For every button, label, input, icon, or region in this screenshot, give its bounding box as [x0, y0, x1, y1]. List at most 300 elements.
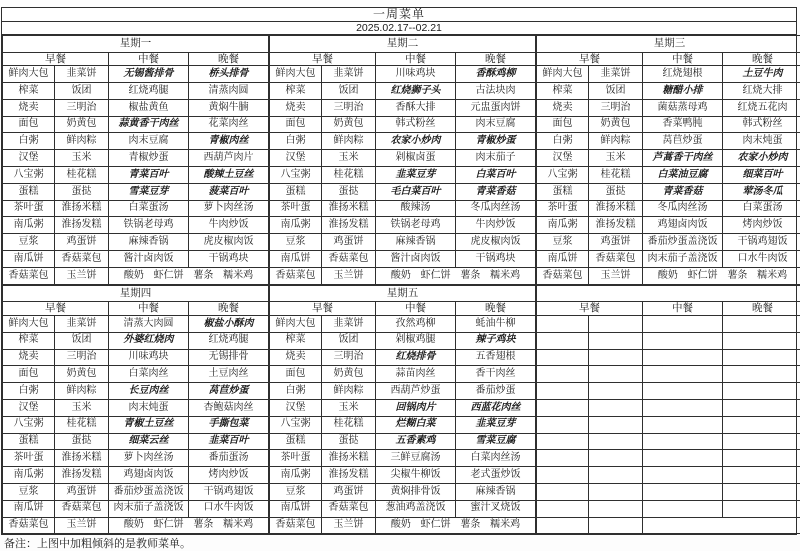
breakfast-header: 早餐: [3, 52, 109, 66]
breakfast-item-cell: 南瓜饼: [270, 251, 322, 268]
lunch-item-cell: [643, 433, 723, 450]
dinner-item-cell: 白菜蛋汤: [723, 200, 800, 217]
breakfast-item-cell: [589, 416, 643, 433]
lunch-header: 中餐: [109, 302, 189, 316]
lunch-item-cell: 清蒸大肉圆: [109, 315, 189, 332]
breakfast-item-cell: 榨菜: [3, 332, 55, 349]
lunch-item-cell: 红烧翅根: [643, 66, 723, 83]
breakfast-item-cell: 榨菜: [270, 83, 322, 100]
lunch-item-cell: 白菜油豆腐: [643, 167, 723, 184]
breakfast-item-cell: 八宝粥: [270, 416, 322, 433]
lunch-item-cell: 铁锅老母鸡: [109, 217, 189, 234]
breakfast-item-cell: 鲜肉粽: [322, 383, 376, 400]
breakfast-item-cell: 白粥: [270, 133, 322, 150]
lunch-item-cell: 尖椒牛柳饭: [376, 467, 456, 484]
breakfast-item-cell: 玉兰饼: [589, 267, 643, 284]
lunch-item-cell: 麻辣香锅: [376, 234, 456, 251]
dessert-shared-cell: 酸奶 虾仁饼 薯条 糯米鸡: [109, 517, 269, 534]
breakfast-item-cell: [589, 349, 643, 366]
breakfast-item-cell: 玉米: [322, 399, 376, 416]
breakfast-item-cell: 白粥: [3, 133, 55, 150]
dinner-item-cell: [723, 383, 800, 400]
lunch-item-cell: [643, 383, 723, 400]
breakfast-item-cell: 面包: [537, 116, 589, 133]
lunch-item-cell: 烂糊白菜: [376, 416, 456, 433]
lunch-item-cell: 青椒炒蛋: [109, 150, 189, 167]
dinner-item-cell: 口水牛肉饭: [723, 251, 800, 268]
lunch-item-cell: [643, 349, 723, 366]
breakfast-item-cell: 淮扬发糕: [322, 217, 376, 234]
note-text: 备注：上图中加粗倾斜的是教师菜单。: [0, 535, 800, 551]
lunch-item-cell: 川味鸡块: [109, 349, 189, 366]
week-top-half: [2, 35, 796, 285]
breakfast-item-cell: 饭团: [55, 332, 109, 349]
breakfast-item-cell: 蛋糕: [537, 183, 589, 200]
breakfast-item-cell: [537, 450, 589, 467]
lunch-item-cell: 鸡翅卤肉饭: [643, 217, 723, 234]
breakfast-item-cell: 玉米: [55, 150, 109, 167]
breakfast-item-cell: 榨菜: [537, 83, 589, 100]
lunch-item-cell: 麻辣香锅: [109, 234, 189, 251]
lunch-item-cell: 白菜肉丝: [109, 366, 189, 383]
dinner-item-cell: [723, 433, 800, 450]
breakfast-item-cell: 蛋挞: [55, 433, 109, 450]
dinner-item-cell: 干锅鸡翅饭: [189, 483, 269, 500]
breakfast-item-cell: 烧卖: [3, 349, 55, 366]
breakfast-item-cell: 香菇菜包: [55, 500, 109, 517]
breakfast-item-cell: 蛋挞: [322, 433, 376, 450]
breakfast-header: 早餐: [3, 302, 109, 316]
lunch-item-cell: [643, 416, 723, 433]
breakfast-item-cell: 奶黄包: [55, 366, 109, 383]
breakfast-header: 早餐: [270, 52, 376, 66]
breakfast-item-cell: [537, 349, 589, 366]
breakfast-item-cell: 烧卖: [270, 349, 322, 366]
breakfast-item-cell: [589, 366, 643, 383]
breakfast-item-cell: 桂花糕: [589, 167, 643, 184]
day-name: [537, 285, 800, 302]
dinner-item-cell: 番茄炒蛋: [456, 383, 536, 400]
breakfast-item-cell: 三明治: [55, 99, 109, 116]
breakfast-item-cell: 鲜肉大包: [3, 66, 55, 83]
breakfast-item-cell: 鸡蛋饼: [55, 234, 109, 251]
lunch-item-cell: 红烧鸡腿: [109, 83, 189, 100]
breakfast-item-cell: 三明治: [322, 99, 376, 116]
breakfast-item-cell: 白粥: [3, 383, 55, 400]
lunch-item-cell: 长豆肉丝: [109, 383, 189, 400]
breakfast-item-cell: 韭菜饼: [589, 66, 643, 83]
lunch-item-cell: 农家小炒肉: [376, 133, 456, 150]
breakfast-item-cell: 烧卖: [537, 99, 589, 116]
dinner-item-cell: 青椒炒蛋: [456, 133, 536, 150]
breakfast-item-cell: [537, 383, 589, 400]
breakfast-item-cell: [589, 399, 643, 416]
breakfast-item-cell: 奶黄包: [589, 116, 643, 133]
breakfast-header: 早餐: [537, 302, 643, 316]
dinner-item-cell: [723, 332, 800, 349]
lunch-item-cell: 菌菇蒸母鸡: [643, 99, 723, 116]
breakfast-item-cell: 南瓜饼: [3, 251, 55, 268]
dinner-item-cell: [723, 483, 800, 500]
breakfast-item-cell: 南瓜饼: [3, 500, 55, 517]
breakfast-item-cell: 韭菜饼: [322, 315, 376, 332]
lunch-header: 中餐: [376, 52, 456, 66]
breakfast-item-cell: 蛋糕: [3, 183, 55, 200]
dinner-item-cell: [723, 467, 800, 484]
lunch-item-cell: 萝卜肉丝汤: [109, 450, 189, 467]
dinner-item-cell: 虎皮椒肉饭: [189, 234, 269, 251]
breakfast-item-cell: 豆浆: [270, 483, 322, 500]
breakfast-item-cell: 鸡蛋饼: [589, 234, 643, 251]
breakfast-item-cell: [589, 450, 643, 467]
dinner-item-cell: 白菜百叶: [456, 167, 536, 184]
dinner-item-cell: [723, 399, 800, 416]
breakfast-item-cell: 南瓜粥: [3, 217, 55, 234]
breakfast-item-cell: 饭团: [322, 332, 376, 349]
breakfast-item-cell: 香菇菜包: [3, 267, 55, 284]
dinner-item-cell: 桥头排骨: [189, 66, 269, 83]
lunch-item-cell: 黄焖排骨饭: [376, 483, 456, 500]
dinner-item-cell: 菠菜百叶: [189, 183, 269, 200]
breakfast-item-cell: 桂花糕: [322, 416, 376, 433]
lunch-item-cell: [643, 399, 723, 416]
lunch-item-cell: 细菜云丝: [109, 433, 189, 450]
dinner-item-cell: 蚝油牛柳: [456, 315, 536, 332]
lunch-item-cell: 鸡翅卤肉饭: [109, 467, 189, 484]
lunch-item-cell: 青菜香菇: [643, 183, 723, 200]
dinner-item-cell: 红烧鸡腿: [189, 332, 269, 349]
weekly-menu-table: [1, 7, 797, 535]
breakfast-item-cell: [537, 517, 589, 534]
breakfast-item-cell: 汉堡: [270, 150, 322, 167]
lunch-item-cell: 酱汁卤肉饭: [109, 251, 189, 268]
dinner-item-cell: 萝卜肉丝汤: [189, 200, 269, 217]
dinner-item-cell: 蜜汁叉烧饭: [456, 500, 536, 517]
dinner-item-cell: 雪菜豆腐: [456, 433, 536, 450]
dinner-item-cell: 土豆肉丝: [189, 366, 269, 383]
dessert-shared-cell: 酸奶 虾仁饼 薯条 糯米鸡: [643, 267, 800, 284]
dinner-item-cell: 荤汤冬瓜: [723, 183, 800, 200]
lunch-item-cell: 糖醋小排: [643, 83, 723, 100]
breakfast-item-cell: [589, 383, 643, 400]
lunch-item-cell: 回锅肉片: [376, 399, 456, 416]
breakfast-item-cell: 淮扬米糕: [55, 200, 109, 217]
lunch-item-cell: 莴苣炒蛋: [643, 133, 723, 150]
breakfast-item-cell: 茶叶蛋: [270, 450, 322, 467]
dinner-item-cell: 红烧五花肉: [723, 99, 800, 116]
breakfast-item-cell: [537, 332, 589, 349]
lunch-item-cell: [643, 315, 723, 332]
breakfast-item-cell: 茶叶蛋: [3, 450, 55, 467]
dinner-item-cell: 花菜肉丝: [189, 116, 269, 133]
lunch-item-cell: 肉末茄子盖浇饭: [643, 251, 723, 268]
breakfast-item-cell: 玉兰饼: [322, 267, 376, 284]
lunch-item-cell: [643, 467, 723, 484]
lunch-item-cell: 番茄炒蛋盖浇饭: [109, 483, 189, 500]
dinner-item-cell: 干锅鸡翅饭: [723, 234, 800, 251]
breakfast-item-cell: 鸡蛋饼: [55, 483, 109, 500]
dinner-item-cell: 西葫芦肉片: [189, 150, 269, 167]
breakfast-item-cell: 三明治: [589, 99, 643, 116]
dinner-item-cell: 农家小炒肉: [723, 150, 800, 167]
breakfast-item-cell: [589, 483, 643, 500]
dinner-item-cell: 韩式粉丝: [723, 116, 800, 133]
breakfast-item-cell: 香菇菜包: [270, 267, 322, 284]
dinner-item-cell: 莴苣炒蛋: [189, 383, 269, 400]
dinner-item-cell: 烤肉炒饭: [723, 217, 800, 234]
day-block-星期一: [2, 35, 269, 285]
breakfast-item-cell: 玉兰饼: [322, 517, 376, 534]
dinner-item-cell: 酸辣土豆丝: [189, 167, 269, 184]
day-name: 星期一: [3, 36, 269, 53]
dinner-header: 晚餐: [189, 52, 269, 66]
lunch-item-cell: [643, 332, 723, 349]
lunch-item-cell: 毛白菜百叶: [376, 183, 456, 200]
breakfast-item-cell: 香菇菜包: [270, 517, 322, 534]
breakfast-item-cell: 韭菜饼: [322, 66, 376, 83]
breakfast-item-cell: 白粥: [270, 383, 322, 400]
dinner-item-cell: 五香翅根: [456, 349, 536, 366]
breakfast-item-cell: 豆浆: [3, 234, 55, 251]
dinner-item-cell: 细菜百叶: [723, 167, 800, 184]
lunch-item-cell: 香菜鸭肫: [643, 116, 723, 133]
lunch-item-cell: 五香素鸡: [376, 433, 456, 450]
dinner-item-cell: 肉末豆腐: [456, 116, 536, 133]
breakfast-item-cell: 榨菜: [270, 332, 322, 349]
date-range: 2025.02.17--02.21: [2, 22, 796, 35]
breakfast-item-cell: 茶叶蛋: [270, 200, 322, 217]
day-name: 星期三: [537, 36, 800, 53]
lunch-item-cell: [643, 483, 723, 500]
dinner-item-cell: 牛肉炒饭: [189, 217, 269, 234]
lunch-item-cell: 铁锅老母鸡: [376, 217, 456, 234]
week-bottom-half: [2, 285, 796, 535]
breakfast-item-cell: 鲜肉大包: [270, 66, 322, 83]
breakfast-item-cell: 桂花糕: [55, 416, 109, 433]
breakfast-item-cell: 淮扬米糕: [322, 450, 376, 467]
breakfast-item-cell: 茶叶蛋: [537, 200, 589, 217]
breakfast-item-cell: 玉兰饼: [55, 267, 109, 284]
breakfast-item-cell: 南瓜粥: [270, 217, 322, 234]
breakfast-item-cell: [589, 467, 643, 484]
breakfast-item-cell: 淮扬米糕: [55, 450, 109, 467]
breakfast-item-cell: 鲜肉粽: [55, 383, 109, 400]
breakfast-item-cell: 鲜肉粽: [55, 133, 109, 150]
lunch-item-cell: 椒盐黄鱼: [109, 99, 189, 116]
dinner-header: 晚餐: [723, 52, 800, 66]
breakfast-item-cell: 鲜肉大包: [537, 66, 589, 83]
lunch-item-cell: 芦蒿香干肉丝: [643, 150, 723, 167]
dinner-item-cell: 麻辣香锅: [456, 483, 536, 500]
breakfast-item-cell: 香菇菜包: [3, 517, 55, 534]
breakfast-item-cell: [537, 399, 589, 416]
dinner-item-cell: 西蓝花肉丝: [456, 399, 536, 416]
lunch-item-cell: 番茄炒蛋盖浇饭: [643, 234, 723, 251]
dinner-item-cell: 口水牛肉饭: [189, 500, 269, 517]
dinner-item-cell: [723, 416, 800, 433]
day-name: 星期四: [3, 285, 269, 302]
breakfast-item-cell: 三明治: [322, 349, 376, 366]
breakfast-item-cell: 蛋糕: [270, 183, 322, 200]
breakfast-item-cell: 玉米: [55, 399, 109, 416]
breakfast-item-cell: 豆浆: [537, 234, 589, 251]
dinner-item-cell: 肉末炖蛋: [723, 133, 800, 150]
lunch-item-cell: 香酥大排: [376, 99, 456, 116]
breakfast-item-cell: 饭团: [55, 83, 109, 100]
breakfast-item-cell: 淮扬发糕: [589, 217, 643, 234]
breakfast-item-cell: 八宝粥: [537, 167, 589, 184]
breakfast-item-cell: 南瓜粥: [537, 217, 589, 234]
dinner-header: 晚餐: [723, 302, 800, 316]
dinner-item-cell: 老式蛋炒饭: [456, 467, 536, 484]
breakfast-header: 早餐: [537, 52, 643, 66]
dinner-item-cell: 韭菜豆芽: [456, 416, 536, 433]
breakfast-item-cell: [537, 483, 589, 500]
breakfast-item-cell: 桂花糕: [322, 167, 376, 184]
breakfast-item-cell: 韭菜饼: [55, 315, 109, 332]
breakfast-item-cell: 面包: [3, 366, 55, 383]
dinner-item-cell: 肉末茄子: [456, 150, 536, 167]
lunch-header: 中餐: [376, 302, 456, 316]
lunch-item-cell: 雪菜豆芽: [109, 183, 189, 200]
breakfast-item-cell: 淮扬发糕: [55, 467, 109, 484]
breakfast-item-cell: 面包: [270, 366, 322, 383]
dinner-item-cell: 青菜香菇: [456, 183, 536, 200]
breakfast-item-cell: 南瓜饼: [537, 251, 589, 268]
lunch-item-cell: 外婆红烧肉: [109, 332, 189, 349]
lunch-header: 中餐: [109, 52, 189, 66]
dessert-shared-cell: 酸奶 虾仁饼 薯条 糯米鸡: [109, 267, 269, 284]
breakfast-item-cell: 八宝粥: [3, 416, 55, 433]
breakfast-item-cell: 淮扬米糕: [322, 200, 376, 217]
breakfast-item-cell: 豆浆: [3, 483, 55, 500]
dinner-item-cell: 元盅蛋肉饼: [456, 99, 536, 116]
breakfast-item-cell: 烧卖: [270, 99, 322, 116]
breakfast-item-cell: 蛋糕: [270, 433, 322, 450]
lunch-item-cell: 肉末炖蛋: [109, 399, 189, 416]
dinner-item-cell: 烤肉炒饭: [189, 467, 269, 484]
lunch-item-cell: 蒜黄香干肉丝: [109, 116, 189, 133]
dinner-item-cell: 干锅鸡块: [456, 251, 536, 268]
dinner-item-cell: 香酥鸡柳: [456, 66, 536, 83]
breakfast-item-cell: [589, 433, 643, 450]
dinner-item-cell: [723, 366, 800, 383]
day-block-empty: [536, 285, 800, 535]
dinner-item-cell: 白菜肉丝汤: [456, 450, 536, 467]
lunch-header: 中餐: [643, 302, 723, 316]
lunch-item-cell: 川味鸡块: [376, 66, 456, 83]
lunch-item-cell: 西葫芦炒蛋: [376, 383, 456, 400]
dinner-item-cell: 无锡排骨: [189, 349, 269, 366]
breakfast-item-cell: [537, 366, 589, 383]
breakfast-item-cell: 蛋挞: [55, 183, 109, 200]
breakfast-item-cell: 汉堡: [3, 150, 55, 167]
breakfast-item-cell: [537, 433, 589, 450]
breakfast-item-cell: 淮扬发糕: [55, 217, 109, 234]
breakfast-item-cell: 玉米: [589, 150, 643, 167]
breakfast-item-cell: 南瓜粥: [3, 467, 55, 484]
dinner-item-cell: 辣子鸡块: [456, 332, 536, 349]
dinner-item-cell: [723, 349, 800, 366]
day-block-星期三: [536, 35, 800, 285]
breakfast-item-cell: 蛋挞: [589, 183, 643, 200]
breakfast-header: 早餐: [270, 302, 376, 316]
dessert-shared-cell: 酸奶 虾仁饼 薯条 糯米鸡: [376, 517, 536, 534]
breakfast-item-cell: 蛋糕: [3, 433, 55, 450]
lunch-item-cell: 韩式粉丝: [376, 116, 456, 133]
breakfast-item-cell: 鲜肉粽: [589, 133, 643, 150]
lunch-item-cell: 肉末豆腐: [109, 133, 189, 150]
breakfast-item-cell: 玉兰饼: [55, 517, 109, 534]
dinner-item-cell: 红烧大排: [723, 83, 800, 100]
lunch-item-cell: [643, 450, 723, 467]
lunch-item-cell: 蒜苗肉丝: [376, 366, 456, 383]
day-name: 星期五: [270, 285, 536, 302]
lunch-item-cell: 冬瓜肉丝汤: [643, 200, 723, 217]
breakfast-item-cell: 香菇菜包: [589, 251, 643, 268]
dinner-item-cell: 虎皮椒肉饭: [456, 234, 536, 251]
lunch-item-cell: 剁椒卤蛋: [376, 150, 456, 167]
breakfast-item-cell: 奶黄包: [55, 116, 109, 133]
breakfast-item-cell: 淮扬米糕: [589, 200, 643, 217]
breakfast-item-cell: [589, 315, 643, 332]
dinner-item-cell: 韭菜百叶: [189, 433, 269, 450]
dinner-item-cell: 黄焖牛腩: [189, 99, 269, 116]
breakfast-item-cell: 三明治: [55, 349, 109, 366]
breakfast-item-cell: 奶黄包: [322, 366, 376, 383]
lunch-item-cell: 三鲜豆腐汤: [376, 450, 456, 467]
dinner-item-cell: 番茄蛋汤: [189, 450, 269, 467]
breakfast-item-cell: 奶黄包: [322, 116, 376, 133]
lunch-item-cell: 青椒土豆丝: [109, 416, 189, 433]
dinner-item-cell: [723, 315, 800, 332]
breakfast-item-cell: 八宝粥: [270, 167, 322, 184]
dinner-item-cell: 冬瓜肉丝汤: [456, 200, 536, 217]
breakfast-item-cell: 汉堡: [537, 150, 589, 167]
lunch-item-cell: 白菜蛋汤: [109, 200, 189, 217]
breakfast-item-cell: 韭菜饼: [55, 66, 109, 83]
breakfast-item-cell: 鸡蛋饼: [322, 483, 376, 500]
breakfast-item-cell: 汉堡: [3, 399, 55, 416]
dinner-item-cell: [723, 450, 800, 467]
dinner-item-cell: 土豆牛肉: [723, 66, 800, 83]
breakfast-item-cell: 豆浆: [270, 234, 322, 251]
lunch-item-cell: 酱汁卤肉饭: [376, 251, 456, 268]
lunch-item-cell: 孜然鸡柳: [376, 315, 456, 332]
breakfast-item-cell: [537, 315, 589, 332]
breakfast-item-cell: 茶叶蛋: [3, 200, 55, 217]
page-title: 一周菜单: [2, 8, 796, 22]
dinner-item-cell: 椒盐小酥肉: [189, 315, 269, 332]
breakfast-item-cell: 榨菜: [3, 83, 55, 100]
breakfast-item-cell: 香菇菜包: [322, 500, 376, 517]
breakfast-item-cell: 香菇菜包: [537, 267, 589, 284]
dinner-item-cell: 牛肉炒饭: [456, 217, 536, 234]
dinner-item-cell: 青椒肉丝: [189, 133, 269, 150]
breakfast-item-cell: 鲜肉粽: [322, 133, 376, 150]
breakfast-item-cell: 淮扬发糕: [322, 467, 376, 484]
dinner-item-cell: 杏鲍菇肉丝: [189, 399, 269, 416]
dessert-shared-cell: [643, 517, 800, 534]
dinner-item-cell: 手撕包菜: [189, 416, 269, 433]
lunch-item-cell: 酸辣汤: [376, 200, 456, 217]
dinner-header: 晚餐: [189, 302, 269, 316]
dinner-item-cell: 古法块肉: [456, 83, 536, 100]
breakfast-item-cell: 鸡蛋饼: [322, 234, 376, 251]
lunch-item-cell: 韭菜豆芽: [376, 167, 456, 184]
day-block-星期四: [2, 285, 269, 535]
lunch-item-cell: 葱油鸡盖浇饭: [376, 500, 456, 517]
